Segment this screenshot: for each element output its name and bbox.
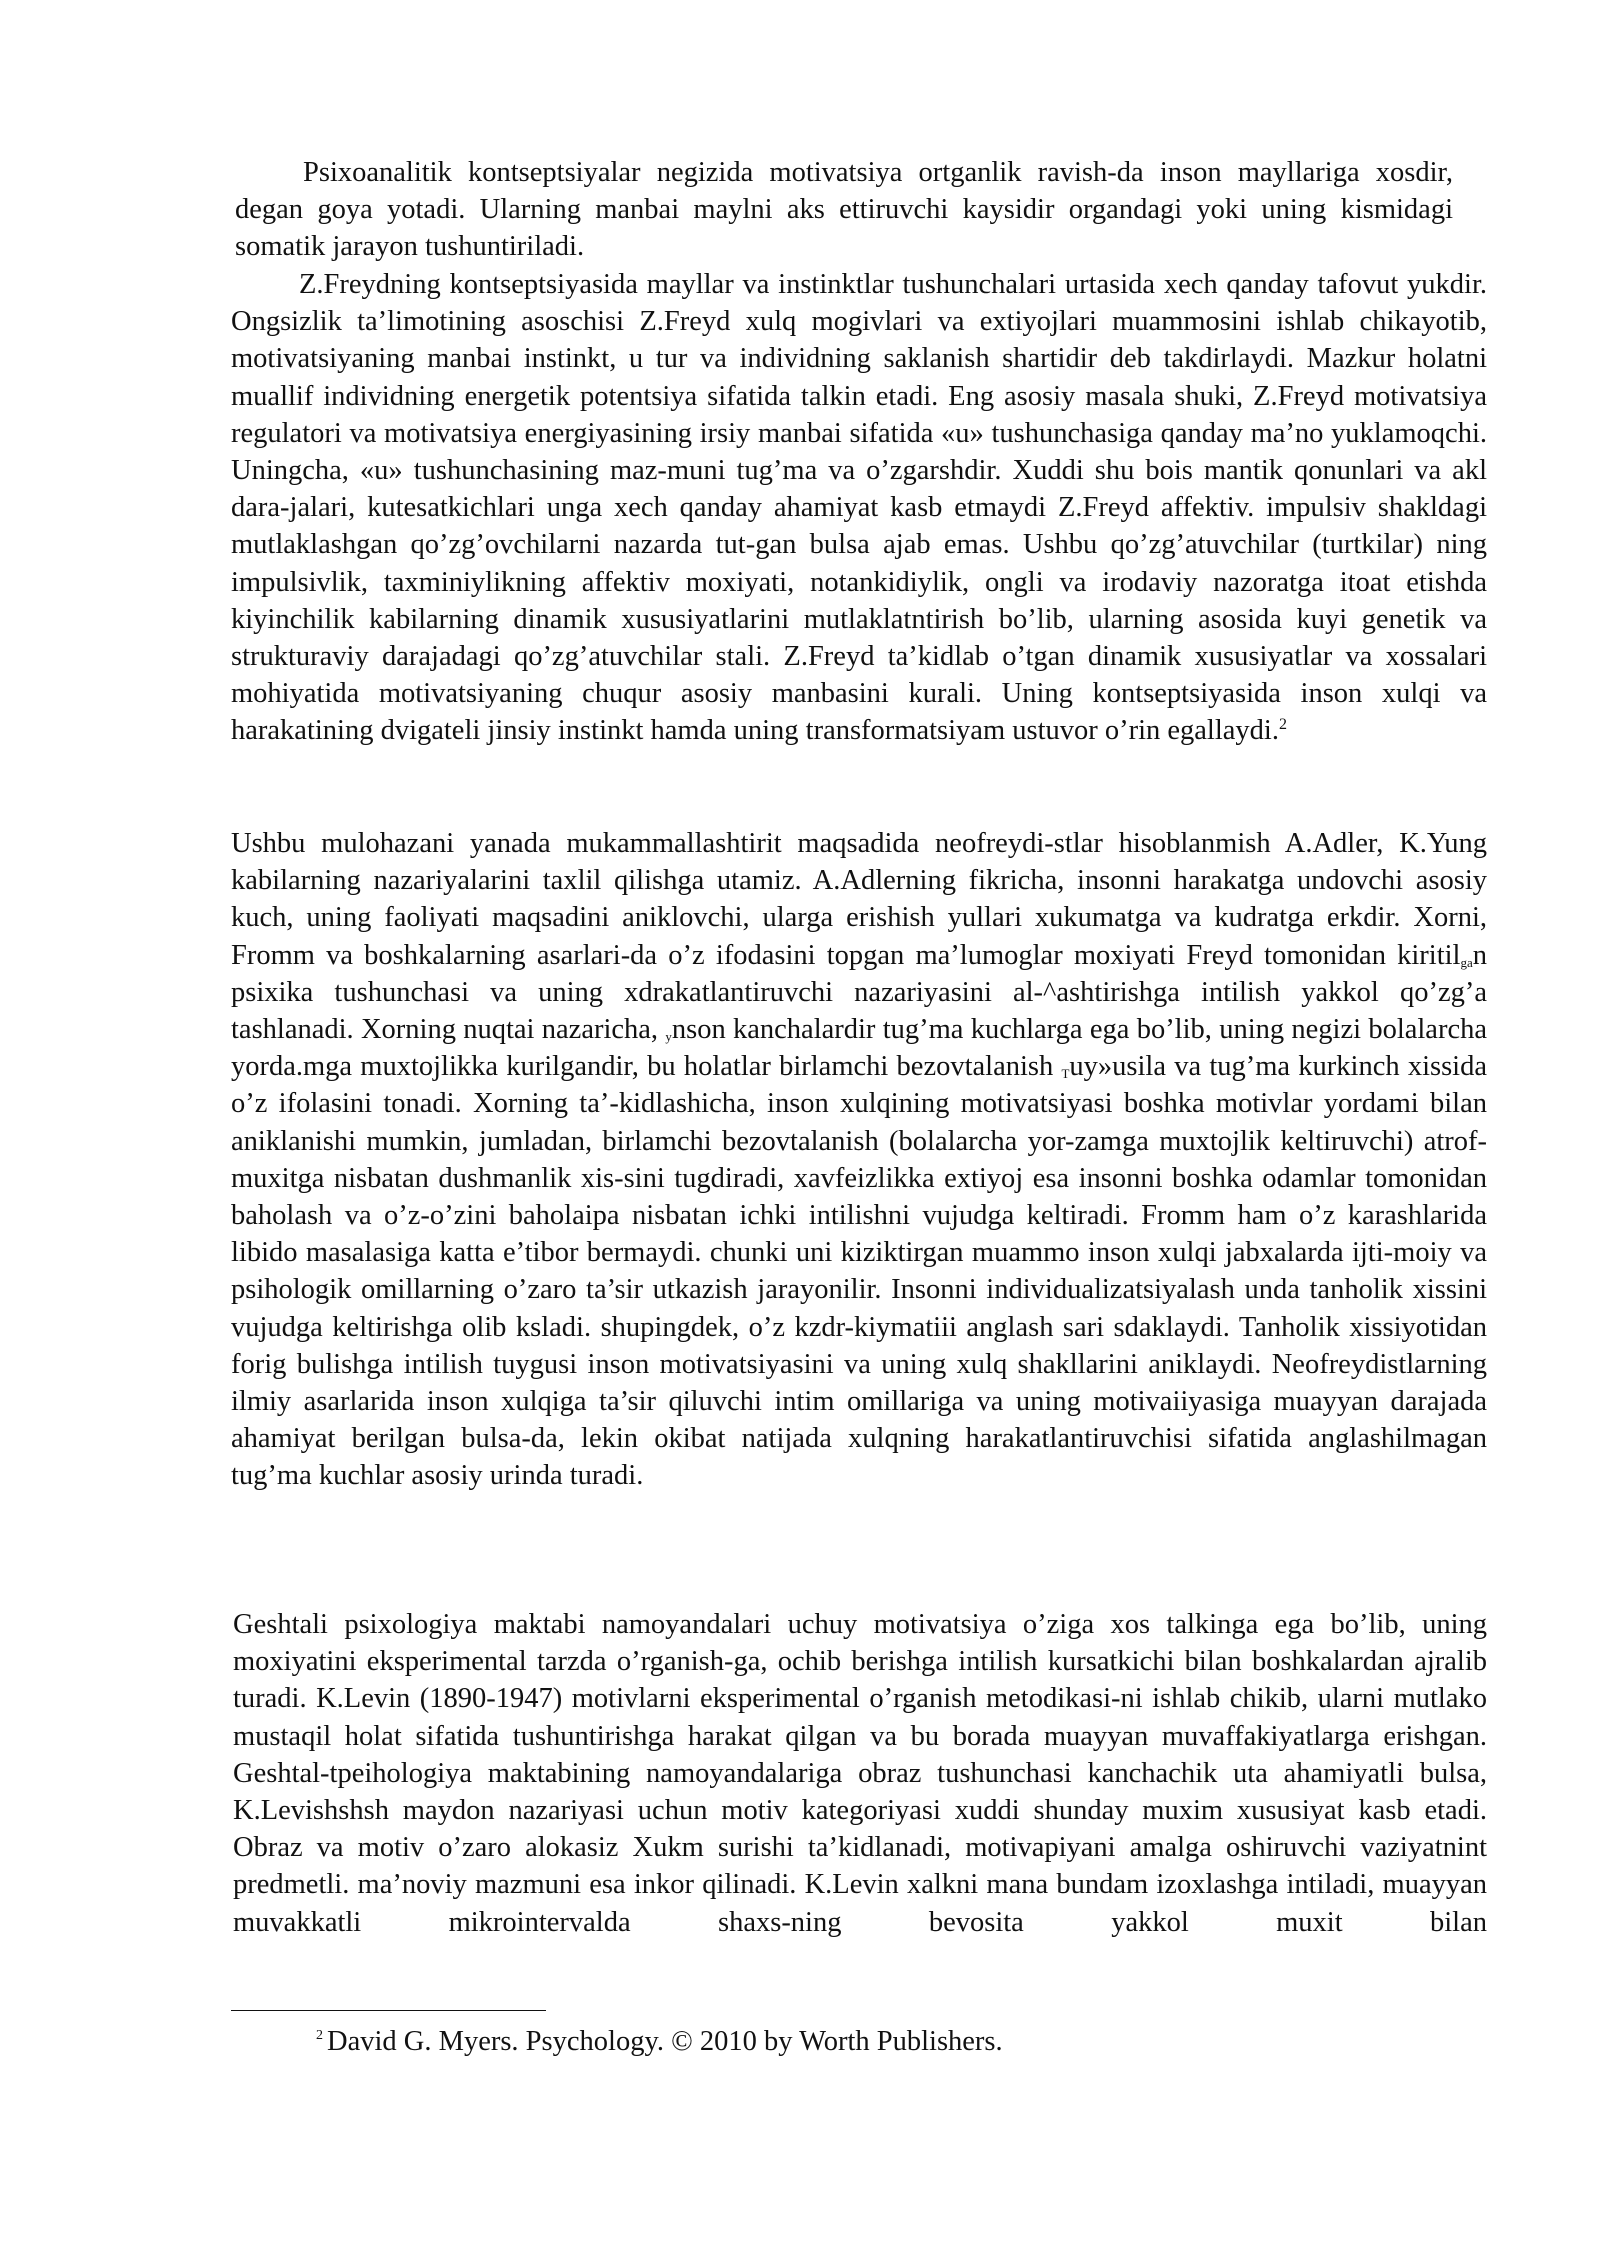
paragraph-freud-concept: [231, 266, 1487, 750]
paragraph-text: n psixika tushunchasi va uning xdrakatlantiruvchi nazariyasini al-^ashtirishga intilish yakkol qo’zg’a tashlanadi. Xorning nuqtai nazaricha,: [231, 939, 1487, 1046]
paragraph-text: uy»usila va tug’ma kurkinch xissida o’z ifolasini tonadi. Xorning ta’-kidlashicha, inson xulqining motivatsiyasi boshka motivlar yordami bilan aniklanishi mumkin, jumladan, birlamchi bezovtalanish (bolalarcha yor-zamga muxtojlik keltiruvchi) atrof-muxitga nisbatan dushmanlik xis-sini tugdiradi, xavfeizlikka extiyoj esa insonni boshka odamlar tomonidan baholash va o’z-o’zini baholaipa nisbatan ichki intilishni vujudga keltiradi. Fromm ham o’z karashlarida libido masalasiga katta e’tibor bermaydi. chunki uni kiziktirgan muammo inson xulqi jabxalarda ijti-moiy va psihologik omillarning o’zaro ta’sir utkazish jarayonilir. Insonni individualizatsiyalash unda tanholik xissini vujudga keltirishga olib ksladi. shupingdek, o’z kzdr-kiymatiii anglash sari sdaklaydi. Tanholik xissiyotidan forig bulishga intilish tuygusi inson motivatsiyasini va uning xulq shakllarini aniklaydi. Neofreydistlarning ilmiy asarlarida inson xulqiga ta’sir qiluvchi intim omillariga va uning motivaiiyasiga muayyan darajada ahamiyat berilgan bulsa-da, lekin okibat natijada xulqning harakatlantiruvchisi sifatida anglashilmagan tug’ma kuchlar asosiy urinda turadi.: [231, 1051, 1487, 1492]
footnote-separator: [231, 2010, 546, 2011]
footnote-text: David G. Myers. Psychology. © 2010 by Worth Publishers.: [327, 2026, 1003, 2057]
paragraph-neofreudians: [231, 825, 1487, 1495]
paragraph-text: Ushbu mulohazani yanada mukammallashtirit maqsadida neofreydi-stlar hisoblanmish A.Adler, K.Yung kabilarning nazariyalarini taxlil qilishga utamiz. A.Adlerning fikricha, insonni harakatga undovchi asosiy kuch, uning faoliyati maqsadini aniklovchi, ularga erishish yullari xukumatga va kudratga erkdir. Xorni, Fromm va boshkalarning asarlari-da o’z ifodasini topgan ma’lumoglar moxiyati Freyd tomonidan kiritil: [231, 828, 1487, 971]
paragraph-text: Geshtali psixologiya maktabi namoyandalari uchuy motivatsiya o’ziga xos talkinga ega bo’lib, uning moxiyatini eksperimental tarzda o’rganish-ga, ochib berishga intilish kursatkichi bilan boshkalardan ajralib turadi. K.Levin (1890-1947) motivlarni eksperimental o’rganish metodikasi-ni ishlab chikib, ularni mutlako mustaqil holat sifatida tushuntirishga harakat qilgan va bu borada muayyan muvaffakiyatlarga erishgan. Geshtal-tpeihologiya maktabining namoyandalariga obraz tushunchasi kanchachik uta ahamiyatli bulsa, K.Levishshsh maydon nazariyasi uchun motiv kategoriyasi xuddi shunday muxim xususiyat kasb etadi. Obraz va motiv o’zaro alokasiz Xukm surishi ta’kidlanadi, motivapiyani amalga oshiruvchi vaziyatnint predmetli. ma’noviy mazmuni esa inkor qilinadi. K.Levin xalkni mana bundam izoxlashga intiladi, muayyan muvakkatli mikrointervalda shaxs-ning bevosita yakkol muxit bilan: [233, 1609, 1487, 1938]
paragraph-text: nson kanchalardir tug’ma kuchlarga ega bo’lib, uning negizi bolalarcha yorda.mga muxtojlikka kurilgandir, bu holatlar birlamchi bezovtalanish: [231, 1014, 1488, 1083]
misplaced-subscript-text: y: [665, 1029, 672, 1045]
paragraph-psychoanalytic-concepts: [235, 154, 1453, 266]
misplaced-subscript-text: ga: [1460, 954, 1473, 970]
paragraph-gestalt-psychology: [233, 1606, 1487, 1941]
footnote-reference: 2: [1278, 716, 1287, 734]
paragraph-text: Psixoanalitik kontseptsiyalar negizida motivatsiya ortganlik ravish-da inson mayllariga xosdir, degan goya yotadi. Ularning manbai maylni aks ettiruvchi kaysidir organdagi yoki uning kismidagi somatik jarayon tushuntiriladi.: [235, 157, 1453, 263]
misplaced-subscript-text: T: [1061, 1066, 1070, 1082]
footnote: 2 David G. Myers. Psychology. © 2010 by Worth Publishers.: [316, 2026, 1003, 2057]
paragraph-text: Z.Freydning kontseptsiyasida mayllar va instinktlar tushunchalari urtasida xech qanday tafovut yukdir. Ongsizlik ta’limotining asoschisi Z.Freyd xulq mogivlari va extiyojlari muammosini ishlab chikayotib, motivatsiyaning manbai instinkt, u tur va individning saklanish shartidir deb takdirlaydi. Mazkur holatni muallif individning energetik potentsiya sifatida talkin etadi. Eng asosiy masala shuki, Z.Freyd motivatsiya regulatori va motivatsiya energiyasining irsiy manbai sifatida «u» tushunchasiga qanday ma’no yuklamoqchi. Uningcha, «u» tushunchasining maz-muni tug’ma va o’zgarshdir. Xuddi shu bois mantik qonunlari va akl dara-jalari, kutesatkichlari unga xech qanday ahamiyat kasb etmaydi Z.Freyd affektiv. impulsiv shakldagi mutlaklashgan qo’zg’ovchilarni nazarda tut-gan bulsa ajab emas. Ushbu qo’zg’atuvchilar (turtkilar) ning impulsivlik, taxminiylikning affektiv moxiyati, notankidiylik, ongli va irodaviy nazoratga itoat etishda kiyinchilik kabilarning dinamik xususiyatlarini mutlaklatntirish bo’lib, ularning asosida kuyi genetik va strukturaviy darajadagi qo’zg’atuvchilar stali. Z.Freyd ta’kidlab o’tgan dinamik xususiyatlar va xossalari mohiyatida motivatsiyaning chuqur asosiy manbasini kurali. Uning kontseptsiyasida inson xulqi va harakatining dvigateli jinsiy instinkt hamda uning transformatsiyam ustuvor o’rin egallaydi.: [231, 269, 1487, 747]
